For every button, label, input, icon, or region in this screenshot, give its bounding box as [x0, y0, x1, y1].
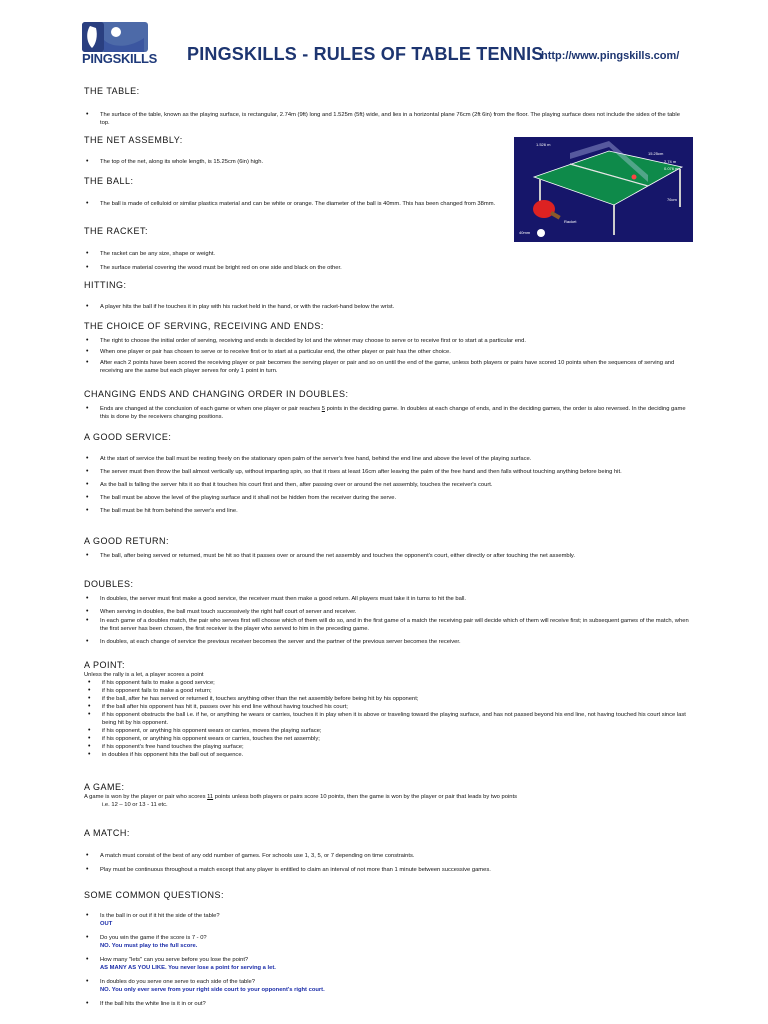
section-heading: THE CHOICE OF SERVING, RECEIVING AND ENDS: — [84, 321, 324, 331]
section-heading: THE BALL: — [84, 176, 134, 186]
section-choice — [84, 321, 690, 375]
list-item: • if the ball after his opponent has hit it, passes over his end line without having touched his court; — [84, 703, 690, 711]
list-item: • After each 2 points have been scored the receiving player or pair becomes the serving player or pair and so on until the end of the game, unless both players or pairs have scored 10 points when the sequences of serving and receiving are the same but each player serves for only 1 point in turn. — [84, 359, 690, 375]
section-return — [84, 536, 690, 560]
question-text: If the ball hits the white line is it in or out? — [100, 1001, 206, 1007]
list-item: • The surface of the table, known as the playing surface, is rectangular, 2.74m (9ft) long and 1.525m (5ft) wide, and lies in a horizontal plane 76cm (2ft 6in) from the floor. The playing surface does not include the sides of the table top. — [84, 111, 690, 127]
game-rule — [84, 793, 690, 801]
list-item: • in doubles if his opponent hits the ball out of sequence. — [84, 751, 690, 759]
text: points in the deciding game. In doubles at each change of ends, and in the deciding games, the order is also reversed. In the deciding game this is done by the receivers changing positions. — [100, 406, 686, 420]
list-item: • The top of the net, along its whole length, is 15.25cm (6in) high. — [84, 158, 504, 166]
section-game — [84, 782, 690, 809]
points-number: 5 — [321, 406, 325, 412]
text: Ends are changed at the conclusion of each game or when one player or pair reaches — [100, 406, 322, 412]
list-item: • Play must be continuous throughout a match except that any player is entitled to claim an interval of not more than 1 minute between successive games. — [84, 866, 690, 874]
section-heading: HITTING: — [84, 280, 127, 290]
section-heading: CHANGING ENDS AND CHANGING ORDER IN DOUBLES: — [84, 389, 349, 399]
list-item: • if the ball, after he has served or returned it, touches anything other than the net assembly before being hit by his opponent; — [84, 695, 690, 703]
list-item: • In doubles, at each change of service the previous receiver becomes the server and the partner of the previous server becomes the receiver. — [84, 638, 690, 646]
table-diagram — [514, 137, 693, 242]
section-point — [84, 660, 690, 759]
section-service — [84, 432, 690, 515]
figure-label-ball: 40mm — [519, 230, 531, 235]
list-item: • if his opponent fails to make a good return; — [84, 687, 690, 695]
pingskills-logo[interactable] — [82, 22, 158, 66]
list-item: • At the start of service the ball must be resting freely on the stationary open palm of the server's free hand, behind the end line and above the level of the playing surface. — [84, 455, 690, 463]
list-item: • if his opponent fails to make a good service; — [84, 679, 690, 687]
section-racket — [84, 226, 504, 272]
section-heading: A GOOD SERVICE: — [84, 432, 172, 442]
list-item: • A player hits the ball if he touches it in play with his racket held in the hand, or with the racket-hand below the wrist. — [84, 303, 690, 311]
section-match — [84, 828, 690, 874]
page-header — [0, 0, 768, 72]
section-questions — [84, 890, 690, 1008]
question-item — [84, 934, 690, 950]
list-item: • When serving in doubles, the ball must touch successively the right half court of server and receiver. — [84, 608, 690, 616]
section-heading: A POINT: — [84, 660, 126, 670]
list-item: • if his opponent obstructs the ball i.e. if he, or anything he wears or carries, touches it in play when it is above or traveling toward the playing surface, and has not passed beyond his end line, not having touched his court since last being hit by his opponent. — [84, 711, 690, 727]
list-item: • if his opponent, or anything his opponent wears or carries, moves the playing surface; — [84, 727, 690, 735]
section-ball — [84, 176, 514, 208]
list-item: • As the ball is falling the server hits it so that it touches his court first and then, after passing over or around the net assembly, touches the receiver's court. — [84, 481, 690, 489]
answer-text: NO. You must play to the full score. — [100, 943, 198, 949]
point-intro: Unless the rally is a let, a player scores a point — [84, 672, 204, 678]
question-item — [84, 978, 690, 994]
list-item: • The ball, after being served or returned, must be hit so that it passes over or around the net assembly and touches the opponent's court, either directly or after touching the net assembly. — [84, 552, 690, 560]
list-item: • The server must then throw the ball almost vertically up, without imparting spin, so that it rises at least 16cm after leaving the palm of the free hand and then falls without touching anything before being hit. — [84, 468, 690, 476]
list-item: • In doubles, the server must first make a good service, the receiver must then make a good return. All players must take it in turns to hit the ball. — [84, 595, 690, 603]
site-url-link[interactable]: http://www.pingskills.com/ — [541, 50, 680, 62]
list-item: • The surface material covering the wood must be bright red on one side and black on the other. — [84, 264, 504, 272]
answer-text: AS MANY AS YOU LIKE. You never lose a point for serving a let. — [100, 965, 276, 971]
list-item: • The ball must be above the level of the playing surface and it shall not be hidden from the receiver during the serve. — [84, 494, 690, 502]
logo-mark-icon — [82, 22, 148, 52]
table-dimensions-illustration — [514, 137, 693, 242]
section-heading: THE NET ASSEMBLY: — [84, 135, 183, 145]
list-item: • The ball must be hit from behind the server's end line. — [84, 507, 690, 515]
figure-label-length: 2.74 m — [664, 159, 677, 164]
section-net — [84, 135, 504, 166]
list-item: • The ball is made of celluloid or similar plastics material and can be white or orange. The diameter of the ball is 40mm. This has been changed from 38mm. — [84, 200, 514, 208]
answer-text: NO. You only ever serve from your right side court to your opponent's right court. — [100, 987, 325, 993]
list-item: • if his opponent's free hand touches the playing surface; — [84, 743, 690, 751]
section-heading: A GAME: — [84, 782, 125, 792]
section-heading: DOUBLES: — [84, 579, 134, 589]
section-heading: A GOOD RETURN: — [84, 536, 170, 546]
list-item: • The racket can be any size, shape or weight. — [84, 250, 504, 258]
section-heading: SOME COMMON QUESTIONS: — [84, 890, 225, 900]
figure-label-height: 76cm — [667, 197, 677, 202]
section-heading: THE TABLE: — [84, 86, 140, 96]
figure-label-width: 1.526 m — [536, 142, 551, 147]
list-item: • A match must consist of the best of any odd number of games. For schools use 1, 3, 5, or 7 depending on time constraints. — [84, 852, 690, 860]
logo-text: PINGSKILLS — [82, 51, 158, 66]
figure-label-racket: Racket — [564, 219, 577, 224]
section-table — [84, 86, 690, 127]
points-number: 11 — [207, 794, 214, 800]
section-doubles — [84, 579, 690, 646]
text: A game is won by the player or pair who scores — [84, 794, 208, 800]
section-hitting — [84, 280, 690, 311]
question-text: In doubles do you serve one serve to each side of the table? — [100, 979, 256, 985]
list-item: • if his opponent, or anything his opponent wears or carries, touches the net assembly; — [84, 735, 690, 743]
section-heading: A MATCH: — [84, 828, 130, 838]
answer-text: OUT — [100, 921, 113, 927]
question-text: Do you win the game if the score is 7 - 0? — [100, 935, 207, 941]
question-item — [84, 1000, 690, 1008]
figure-label-net: 15.25cm — [648, 151, 664, 156]
text: points unless both players or pairs score 10 points, then the game is won by the player or pair that leads by two points — [213, 794, 517, 800]
list-item: • In each game of a doubles match, the pair who serves first will choose which of them will do so, and in the first game of a match the receiving pair will decide which of them will receive first; in subsequent games of the match, when the first server has been chosen, the first receiver is the player who served to him in the preceding game. — [84, 617, 690, 633]
question-text: How many "lets" can you serve before you lose the point? — [100, 957, 249, 963]
question-text: Is the ball in or out if it hit the side of the table? — [100, 913, 220, 919]
list-item: • The right to choose the initial order of serving, receiving and ends is decided by lot and the winner may choose to serve or to receive first or to start at a particular end. — [84, 337, 690, 345]
question-item — [84, 912, 690, 928]
section-changing-ends — [84, 389, 690, 421]
game-example: i.e. 12 – 10 or 13 - 11 etc. — [102, 802, 168, 808]
page-title: PINGSKILLS - RULES OF TABLE TENNIS — [187, 44, 544, 64]
figure-label-thickness: 0.076 m — [664, 166, 679, 171]
list-item: • When one player or pair has chosen to serve or to receive first or to start at a particular end, the other player or pair has the other choice. — [84, 348, 690, 356]
section-heading: THE RACKET: — [84, 226, 149, 236]
question-item — [84, 956, 690, 972]
list-item — [84, 405, 690, 421]
